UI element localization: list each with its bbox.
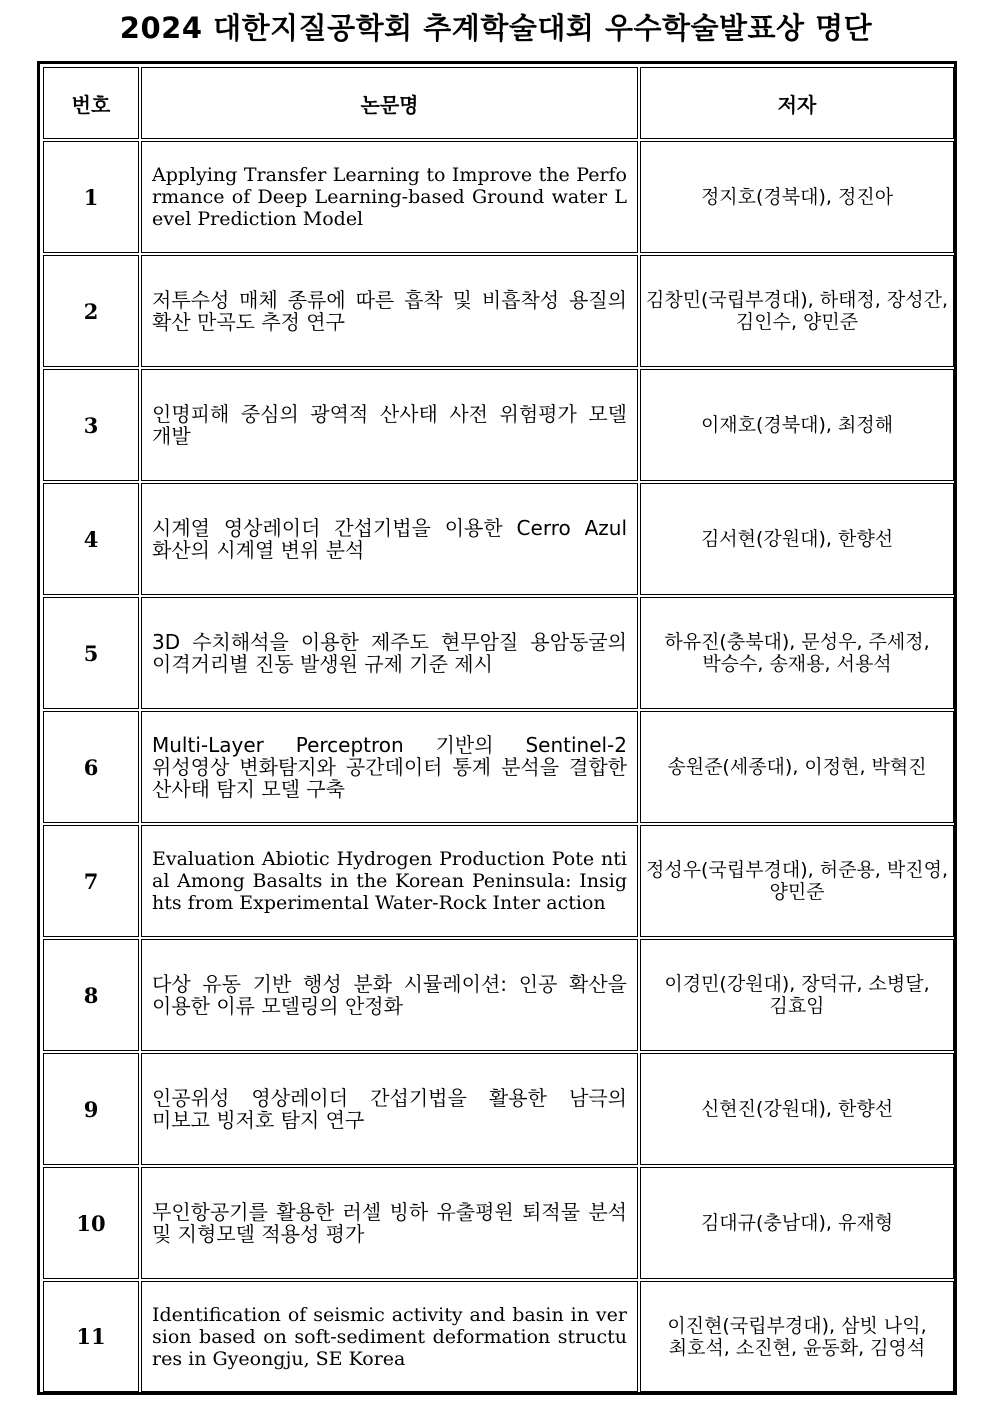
page-title: 2024 대한지질공학회 추계학술대회 우수학술발표상 명단 [119,11,873,45]
paper-title: Multi-Layer Perceptron 기반의 Sentinel-2 위성영상 변화탐지와 공간데이터 통계 분석을 결합한 산사태 탐지 모델 구축 [152,733,627,801]
row-title-cell [141,597,638,709]
paper-title: Identification of seismic activity and basin in version based on soft-sediment deformation structures in Gyeongju, SE Korea [152,1303,627,1370]
paper-authors: 김창민(국립부경대), 하태정, 장성간, 김인수, 양민준 [646,289,948,333]
row-authors-cell [640,1053,954,1165]
row-authors-cell [640,483,954,595]
row-number: 10 [43,1167,139,1279]
row-authors-cell [640,255,954,367]
paper-title: 인명피해 중심의 광역적 산사태 사전 위험평가 모델 개발 [152,402,627,448]
row-title-cell [141,369,638,481]
header-number: 번호 [43,67,139,139]
award-table [37,61,957,1395]
row-title-cell [141,483,638,595]
row-authors-cell [640,369,954,481]
row-authors-cell [640,825,954,937]
row-title-cell [141,141,638,253]
paper-title: 3D 수치해석을 이용한 제주도 현무암질 용암동굴의 이격거리별 진동 발생원 규제 기준 제시 [152,630,627,676]
paper-authors: 정성우(국립부경대), 허준용, 박진영, 양민준 [646,859,948,903]
row-title-cell [141,1167,638,1279]
row-authors-cell [640,1167,954,1279]
paper-authors: 김대규(충남대), 유재형 [700,1212,894,1234]
row-authors-cell [640,597,954,709]
row-title-cell [141,939,638,1051]
paper-title: 무인항공기를 활용한 러셀 빙하 유출평원 퇴적물 분석 및 지형모델 적용성 평가 [152,1200,627,1246]
row-number: 2 [43,255,139,367]
row-title-cell [141,711,638,823]
row-authors-cell [640,711,954,823]
row-number: 5 [43,597,139,709]
paper-title: 저투수성 매체 종류에 따른 흡착 및 비흡착성 용질의 확산 만곡도 추정 연구 [152,288,627,334]
row-number: 11 [43,1281,139,1392]
paper-authors: 정지호(경북대), 정진아 [700,186,894,208]
row-number: 1 [43,141,139,253]
paper-authors: 송원준(세종대), 이정현, 박혁진 [667,756,927,778]
row-authors-cell [640,141,954,253]
paper-title: Evaluation Abiotic Hydrogen Production Pote ntial Among Basalts in the Korean Peninsula: Insights from Experimental Water-Rock Inter action [152,848,627,914]
row-number: 3 [43,369,139,481]
paper-title: 다상 유동 기반 행성 분화 시뮬레이션: 인공 확산을 이용한 이류 모델링의 안정화 [152,972,627,1018]
row-authors-cell [640,1281,954,1392]
row-title-cell [141,1053,638,1165]
paper-title: 시계열 영상레이더 간섭기법을 이용한 Cerro Azul 화산의 시계열 변위 분석 [152,516,627,562]
row-title-cell [141,825,638,937]
paper-title: Applying Transfer Learning to Improve the Performance of Deep Learning-based Ground water Level Prediction Model [152,164,627,230]
row-authors-cell [640,939,954,1051]
paper-authors: 김서현(강원대), 한향선 [700,528,894,550]
header-authors: 저자 [640,67,954,139]
row-number: 6 [43,711,139,823]
paper-authors: 이경민(강원대), 장덕규, 소병달, 김효임 [664,973,930,1017]
header-paper: 논문명 [141,67,638,139]
row-title-cell [141,255,638,367]
row-title-cell [141,1281,638,1392]
row-number: 8 [43,939,139,1051]
paper-authors: 이재호(경북대), 최정해 [700,414,894,436]
row-number: 9 [43,1053,139,1165]
row-number: 7 [43,825,139,937]
paper-authors: 이진현(국립부경대), 삼빗 나익, 최호석, 소진현, 윤동화, 김영석 [667,1314,927,1359]
paper-authors: 하유진(충북대), 문성우, 주세정, 박승수, 송재용, 서용석 [664,631,930,675]
paper-authors: 신현진(강원대), 한향선 [700,1098,894,1120]
row-number: 4 [43,483,139,595]
paper-title: 인공위성 영상레이더 간섭기법을 활용한 남극의 미보고 빙저호 탐지 연구 [152,1086,627,1132]
